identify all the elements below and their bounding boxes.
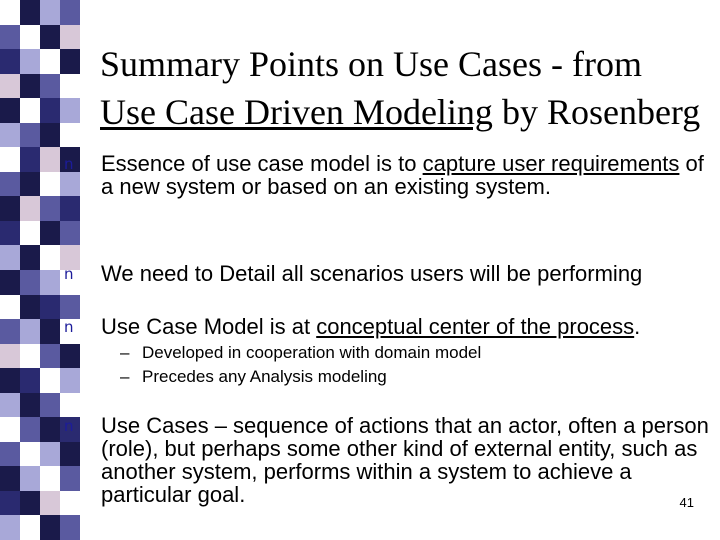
decorative-tile <box>20 147 40 172</box>
decorative-tile <box>60 123 80 148</box>
title-author: by Rosenberg <box>492 92 701 132</box>
decorative-tile <box>20 491 40 516</box>
decorative-tile <box>60 515 80 540</box>
decorative-tile <box>0 25 20 50</box>
decorative-tile <box>40 245 60 270</box>
bullet-item <box>62 315 710 389</box>
decorative-tile <box>20 0 40 25</box>
bullet-text: Use Case Model is at conceptual center of the process. <box>101 314 641 339</box>
page-number: 41 <box>679 495 694 510</box>
decorative-tile <box>20 221 40 246</box>
decorative-tile <box>40 417 60 442</box>
bullet-marker-icon: n <box>64 265 74 283</box>
decorative-tile <box>0 491 20 516</box>
decorative-tile <box>0 393 20 418</box>
decorative-tile <box>20 417 40 442</box>
bullet-item <box>62 152 710 198</box>
decorative-tile <box>20 442 40 467</box>
bullet-marker-icon: n <box>64 417 74 435</box>
decorative-tile <box>40 295 60 320</box>
decorative-tile <box>0 344 20 369</box>
decorative-tile <box>40 49 60 74</box>
decorative-tile <box>0 442 20 467</box>
decorative-tile <box>40 491 60 516</box>
decorative-tile <box>0 147 20 172</box>
title-line-1: Summary Points on Use Cases - from <box>100 44 642 84</box>
decorative-tile <box>20 466 40 491</box>
decorative-tile <box>20 25 40 50</box>
decorative-tile <box>60 25 80 50</box>
decorative-tile <box>20 172 40 197</box>
decorative-tile <box>20 515 40 540</box>
decorative-tile <box>0 123 20 148</box>
decorative-tile <box>20 74 40 99</box>
decorative-tile <box>20 295 40 320</box>
decorative-tile <box>20 98 40 123</box>
slide-title <box>100 40 710 136</box>
decorative-tile <box>0 0 20 25</box>
decorative-tile <box>40 344 60 369</box>
decorative-tile <box>20 393 40 418</box>
decorative-tile <box>0 466 20 491</box>
decorative-tile <box>20 319 40 344</box>
decorative-tile <box>60 196 80 221</box>
book-title: Use Case Driven Modeling <box>100 92 493 132</box>
decorative-tile <box>40 319 60 344</box>
decorative-tile <box>40 221 60 246</box>
decorative-tile <box>0 196 20 221</box>
bullet-marker-icon: n <box>64 318 74 336</box>
decorative-tile <box>0 221 20 246</box>
decorative-tile <box>40 0 60 25</box>
decorative-tile <box>0 295 20 320</box>
decorative-tile <box>0 74 20 99</box>
decorative-tile <box>60 74 80 99</box>
decorative-tile <box>40 25 60 50</box>
decorative-tile <box>20 196 40 221</box>
decorative-tile <box>40 368 60 393</box>
bullet-item <box>62 414 710 506</box>
decorative-tile <box>40 393 60 418</box>
decorative-tile <box>40 196 60 221</box>
title-line-2 <box>100 88 710 136</box>
bullet-item <box>62 262 710 285</box>
decorative-tile <box>20 123 40 148</box>
bullet-text: We need to Detail all scenarios users will be performing <box>101 261 643 286</box>
decorative-tile <box>60 0 80 25</box>
decorative-tile <box>40 466 60 491</box>
decorative-tile <box>0 270 20 295</box>
sub-bullet-list <box>120 341 710 389</box>
decorative-tile <box>40 515 60 540</box>
decorative-tile <box>0 245 20 270</box>
decorative-tile <box>40 74 60 99</box>
decorative-tile <box>60 221 80 246</box>
decorative-tile <box>40 172 60 197</box>
sub-bullet-item: – Precedes any Analysis modeling <box>120 367 387 386</box>
decorative-tile <box>0 172 20 197</box>
emphasis-underline: conceptual center of the process <box>316 314 635 339</box>
decorative-tile <box>20 245 40 270</box>
decorative-tile <box>20 49 40 74</box>
decorative-tile <box>40 123 60 148</box>
bullet-marker-icon: n <box>64 155 74 173</box>
decorative-tile <box>0 98 20 123</box>
decorative-tile <box>0 515 20 540</box>
decorative-tile <box>20 270 40 295</box>
decorative-tile <box>40 147 60 172</box>
decorative-tile <box>0 49 20 74</box>
decorative-tile <box>20 368 40 393</box>
bullet-text: Essence of use case model is to capture user requirements of a new system or based on an existing system. <box>101 151 704 199</box>
decorative-tile <box>0 417 20 442</box>
decorative-tile <box>40 442 60 467</box>
decorative-tile <box>0 368 20 393</box>
decorative-tile <box>60 49 80 74</box>
decorative-tile <box>60 98 80 123</box>
sub-bullet-item: – Developed in cooperation with domain model <box>120 343 482 362</box>
bullet-text: Use Cases – sequence of actions that an actor, often a person (role), but perhaps some other kind of external entity, such as another system, performs within a system to achieve a particular goal. <box>101 413 709 507</box>
decorative-tile <box>40 270 60 295</box>
emphasis-underline: capture user requirements <box>422 151 680 176</box>
decorative-tile <box>0 319 20 344</box>
decorative-tile <box>40 98 60 123</box>
decorative-tile <box>20 344 40 369</box>
